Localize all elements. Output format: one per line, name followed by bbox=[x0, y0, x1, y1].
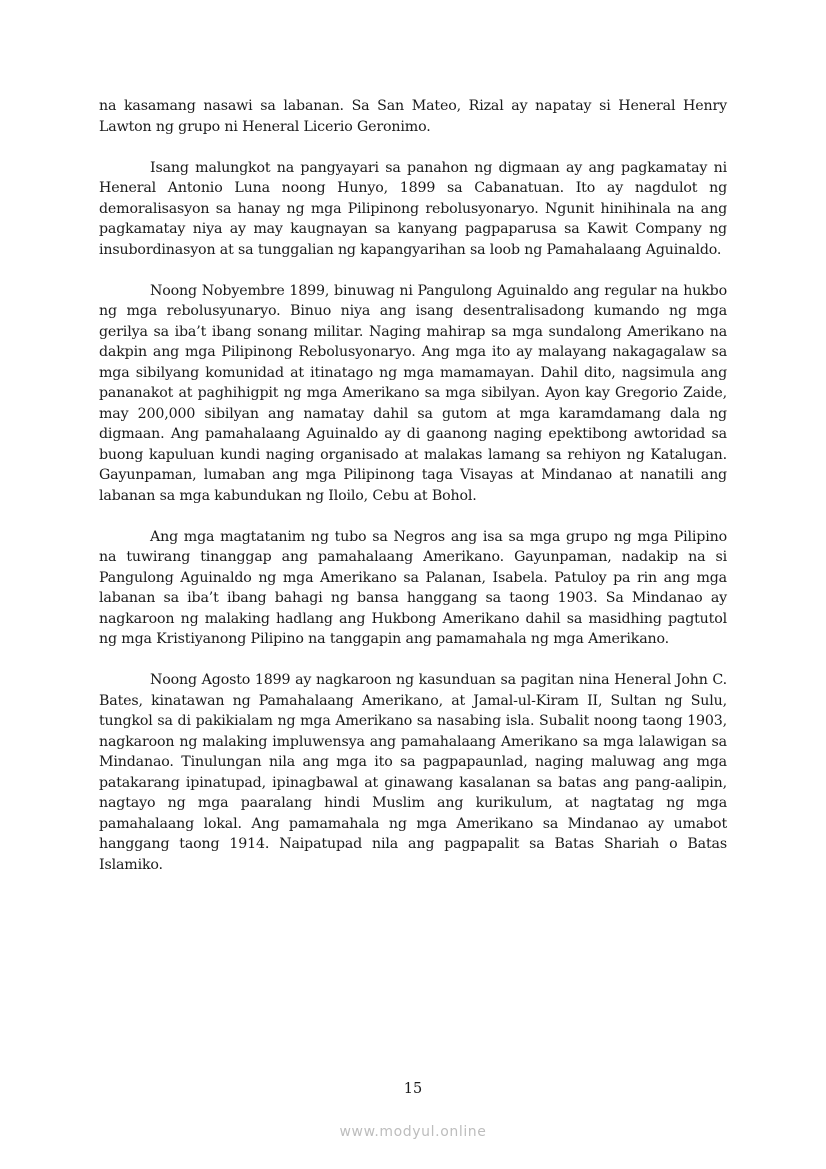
page-number: 15 bbox=[403, 1081, 423, 1097]
body-text bbox=[99, 96, 727, 896]
paragraph-4: Ang mga magtatanim ng tubo sa Negros ang isa sa mga grupo ng mga Pilipino na tuwirang tinanggap ang pamahalaang Amerikano. Gayunpaman, nadakip na si Pangulong Aguinaldo ng mga Amerikano sa Palanan, Isabela. Patuloy pa rin ang mga labanan sa iba’t ibang bahagi ng bansa hanggang sa taong 1903. Sa Mindanao ay nagkaroon ng malaking hadlang ang Hukbong Amerikano dahil sa masidhing pagtutol ng mga Kristiyanong Pilipino na tanggapin ang pamamahala ng mga Amerikano. bbox=[99, 528, 727, 647]
paragraph-1: na kasamang nasawi sa labanan. Sa San Mateo, Rizal ay napatay si Heneral Henry Lawton ng grupo ni Heneral Licerio Geronimo. bbox=[99, 98, 727, 135]
paragraph-2: Isang malungkot na pangyayari sa panahon ng digmaan ay ang pagkamatay ni Heneral Antonio Luna noong Hunyo, 1899 sa Cabanatuan. Ito ay nagdulot ng demoralisasyon sa hanay ng mga Pilipinong rebolusyonaryo. Ngunit hinihinala na ang pagkamatay niya ay may kaugnayan sa kanyang pagpaparusa sa Kawit Company ng insubordinasyon at sa tunggalian ng kapangyarihan sa loob ng Pamahalaang Aguinaldo. bbox=[99, 159, 727, 258]
paragraph-3: Noong Nobyembre 1899, binuwag ni Pangulong Aguinaldo ang regular na hukbo ng mga rebolusyunaryo. Binuo niya ang isang desentralisadong kumando ng mga gerilya sa iba’t ibang sonang militar. Naging mahirap sa mga sundalong Amerikano na dakpin ang mga Pilipinong Rebolusyonaryo. Ang mga ito ay malayang nakagagalaw sa mga sibilyang komunidad at itinatago ng mga mamamayan. Dahil dito, nagsimula ang pananakot at paghihigpit ng mga Amerikano sa mga sibilyan. Ayon kay Gregorio Zaide, may 200,000 sibilyan ang namatay dahil sa gutom at mga karamdamang dala ng digmaan. Ang pamahalaang Aguinaldo ay di gaanong naging epektibong awtoridad sa buong kapuluan kundi naging organisado at malakas lamang sa rehiyon ng Katalugan. Gayunpaman, lumaban ang mga Pilipinong taga Visayas at Mindanao at nanatili ang labanan sa mga kabundukan ng Iloilo, Cebu at Bohol. bbox=[99, 282, 727, 504]
paragraph-5: Noong Agosto 1899 ay nagkaroon ng kasunduan sa pagitan nina Heneral John C. Bates, kinatawan ng Pamahalaang Amerikano, at Jamal-ul-Kiram II, Sultan ng Sulu, tungkol sa di pakikialam ng mga Amerikano sa nasabing isla. Subalit noong taong 1903, nagkaroon ng malaking impluwensya ang pamahalaang Amerikano sa mga lalawigan sa Mindanao. Tinulungan nila ang mga ito sa pagpapaunlad, naging maluwag ang mga patakarang ipinatupad, ipinagbawal at ginawang kasalanan sa batas ang pang-aalipin, nagtayo ng mga paaralang hindi Muslim ang kurikulum, at nagtatag ng mga pamahalaang lokal. Ang pamamahala ng mga Amerikano sa Mindanao ay umabot hanggang taong 1914. Naipatupad nila ang pagpapalit sa Batas Shariah o Batas Islamiko. bbox=[99, 672, 727, 873]
watermark: www.modyul.online bbox=[339, 1124, 487, 1140]
